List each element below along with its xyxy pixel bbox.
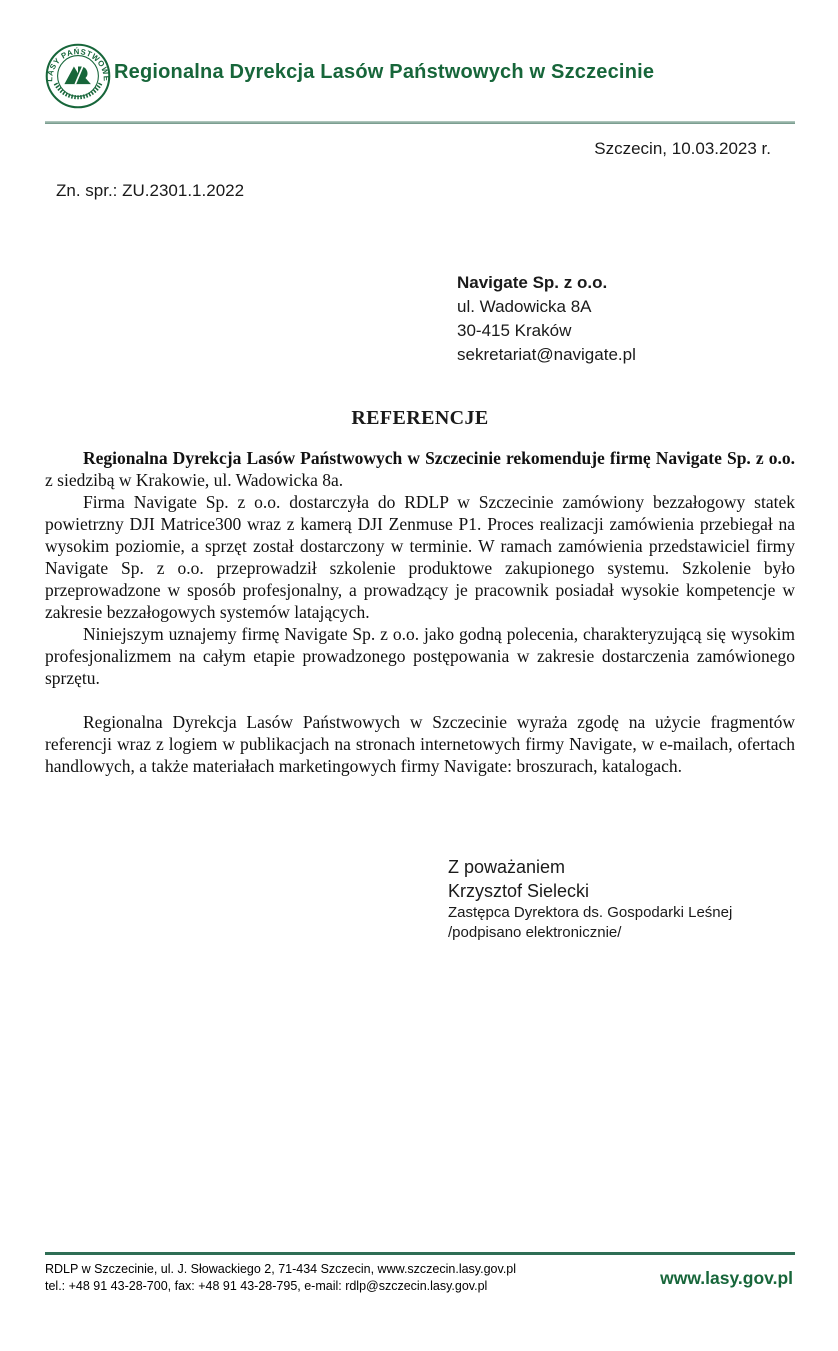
paragraph-text: Niniejszym uznajemy firmę Navigate Sp. z o.o. jako godną polecenia, charakteryzującą się wysokim profesjonalizmem na całym etapie prowadzonego postępowania w zakresie dostarczenia zamówionego sprzętu. — [45, 624, 795, 688]
letterhead-title: Regionalna Dyrekcja Lasów Państwowych w Szczecinie — [114, 61, 655, 83]
paragraph-text: z siedzibą w Krakowie, ul. Wadowicka 8a. — [45, 470, 344, 490]
recipient-street: ul. Wadowicka 8A — [457, 297, 592, 316]
recipient-email: sekretariat@navigate.pl — [457, 345, 636, 364]
footer-address-line: RDLP w Szczecinie, ul. J. Słowackiego 2, 71-434 Szczecin, www.szczecin.lasy.gov.pl — [45, 1262, 517, 1276]
document-title: REFERENCJE — [351, 407, 489, 429]
footer-phone-line: tel.: +48 91 43-28-700, fax: +48 91 43-28-795, e-mail: rdlp@szczecin.lasy.gov.pl — [45, 1279, 488, 1293]
date-place-line: Szczecin, 10.03.2023 r. — [594, 139, 771, 158]
footer-contact-block — [45, 1261, 516, 1295]
paragraph — [45, 491, 795, 623]
signature-closing: Z poważaniem — [448, 857, 566, 877]
signer-name: Krzysztof Sielecki — [448, 881, 590, 901]
signature-block — [448, 855, 732, 943]
paragraph-text: Firma Navigate Sp. z o.o. dostarczyła do RDLP w Szczecinie zamówiony bezzałogowy statek powietrzny DJI Matrice300 wraz z kamerą DJI Zenmuse P1. Proces realizacji zamówienia przebiegał na wysokim poziomie, a sprzęt został dostarczony w terminie. W ramach zamówienia przedstawiciel firmy Navigate Sp. z o.o. przeprowadził szkolenie produktowe zakupionego systemu. Szkolenie było przeprowadzone w sposób profesjonalny, a prowadzący je pracownik posiadał wysokie kompetencje w zakresie bezzałogowych systemów latających. — [45, 492, 795, 622]
signature-electronic-note: /podpisano elektronicznie/ — [448, 924, 622, 941]
lasy-panstwowe-logo-icon — [44, 42, 112, 110]
paragraph — [45, 447, 795, 491]
paragraph-lead: Regionalna Dyrekcja Lasów Państwowych w Szczecinie rekomenduje firmę Navigate Sp. z o.o. — [83, 448, 795, 468]
svg-text:LASY PAŃSTWOWE: LASY PAŃSTWOWE — [45, 47, 111, 82]
recipient-city: 30-415 Kraków — [457, 321, 572, 340]
paragraph-text: Regionalna Dyrekcja Lasów Państwowych w Szczecinie wyraża zgodę na użycie fragmentów referencji wraz z logiem w publikacjach na stronach internetowych firmy Navigate, w e-mailach, ofertach handlowych, a także materiałach marketingowych firmy Navigate: broszurach, katalogach. — [45, 712, 795, 776]
signer-role: Zastępca Dyrektora ds. Gospodarki Leśnej — [448, 904, 733, 921]
paragraph — [45, 711, 795, 777]
footer-website-link[interactable]: www.lasy.gov.pl — [660, 1268, 793, 1288]
paragraph — [45, 623, 795, 689]
recipient-name: Navigate Sp. z o.o. — [457, 273, 608, 292]
letter-body — [45, 447, 795, 777]
footer-divider — [45, 1252, 795, 1255]
case-number: Zn. spr.: ZU.2301.1.2022 — [56, 181, 245, 200]
header-divider — [45, 121, 795, 124]
recipient-block — [457, 271, 636, 367]
